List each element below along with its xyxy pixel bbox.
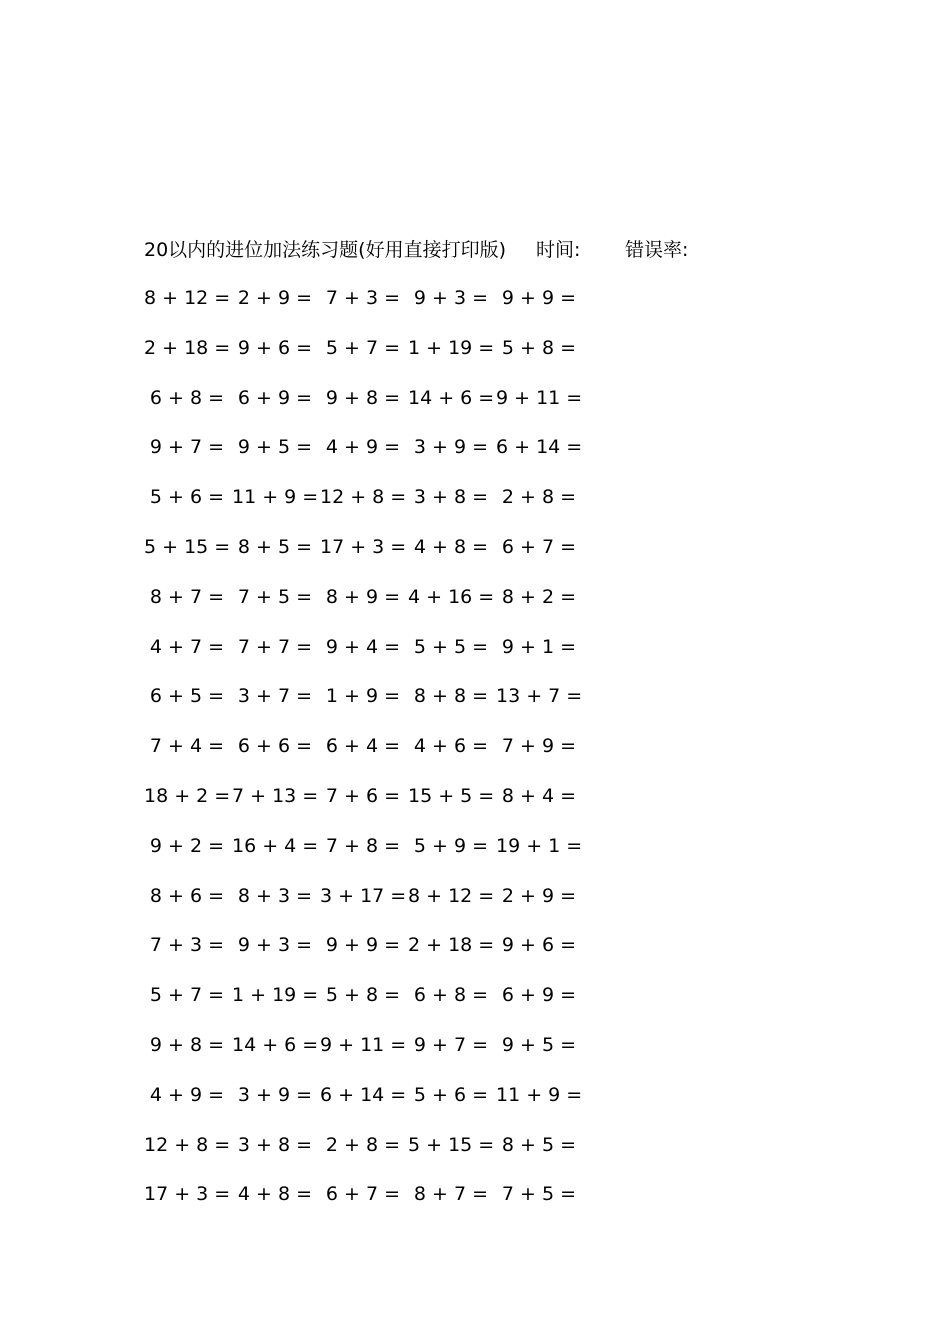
- problem-text: 4 + 7 =: [149, 635, 225, 658]
- problem-text: 7 + 5 =: [237, 585, 313, 608]
- problem-row: [0, 882, 950, 932]
- problem-cell: [232, 1180, 320, 1208]
- problem-cell: [496, 284, 584, 312]
- problem-cell: [144, 533, 232, 561]
- problem-text: 3 + 9 =: [237, 1083, 313, 1106]
- problem-text: 6 + 6 =: [237, 735, 313, 758]
- problem-text: 8 + 6 =: [149, 884, 225, 907]
- problem-cell: [496, 832, 584, 860]
- problem-text: 7 + 13 =: [232, 784, 319, 807]
- problem-text: 1 + 9 =: [325, 685, 401, 708]
- problem-text: 3 + 17 =: [320, 884, 407, 907]
- problem-text: 7 + 7 =: [237, 635, 313, 658]
- problem-cell: [496, 1180, 584, 1208]
- problem-text: 1 + 19 =: [232, 984, 319, 1007]
- problem-text: 8 + 7 =: [149, 585, 225, 608]
- problem-cell: [144, 1031, 232, 1059]
- problem-text: 5 + 7 =: [325, 336, 401, 359]
- problem-cell: [232, 633, 320, 661]
- problem-text: 6 + 8 =: [149, 386, 225, 409]
- problem-cell: [496, 782, 584, 810]
- problem-cell: [232, 981, 320, 1009]
- problem-cell: [232, 334, 320, 362]
- problem-cell: [408, 1031, 496, 1059]
- problem-cell: [320, 384, 408, 412]
- problem-text: 17 + 3 =: [144, 1183, 231, 1206]
- problem-row: [0, 682, 950, 732]
- problem-text: 7 + 9 =: [501, 735, 577, 758]
- problem-cell: [408, 832, 496, 860]
- problem-cell: [496, 483, 584, 511]
- problem-text: 9 + 7 =: [149, 436, 225, 459]
- problem-cell: [232, 1081, 320, 1109]
- problem-text: 11 + 9 =: [232, 486, 319, 509]
- problem-cell: [144, 782, 232, 810]
- problem-text: 9 + 5 =: [501, 1033, 577, 1056]
- problem-cell: [496, 981, 584, 1009]
- problem-text: 6 + 4 =: [325, 735, 401, 758]
- problem-text: 6 + 8 =: [413, 984, 489, 1007]
- problem-row: [0, 1031, 950, 1081]
- problem-text: 9 + 9 =: [325, 934, 401, 957]
- problem-text: 8 + 5 =: [501, 1133, 577, 1156]
- problem-cell: [232, 732, 320, 760]
- problem-text: 5 + 15 =: [144, 535, 231, 558]
- problem-text: 8 + 7 =: [413, 1183, 489, 1206]
- problem-cell: [144, 483, 232, 511]
- problem-row: [0, 832, 950, 882]
- problem-text: 14 + 6 =: [408, 386, 495, 409]
- problem-text: 5 + 5 =: [413, 635, 489, 658]
- problem-row: [0, 334, 950, 384]
- problem-text: 9 + 8 =: [325, 386, 401, 409]
- problem-cell: [144, 682, 232, 710]
- problem-text: 15 + 5 =: [408, 784, 495, 807]
- problem-cell: [144, 1131, 232, 1159]
- problem-text: 5 + 6 =: [149, 486, 225, 509]
- problem-text: 6 + 9 =: [501, 984, 577, 1007]
- problem-text: 9 + 3 =: [413, 287, 489, 309]
- problem-cell: [408, 633, 496, 661]
- problem-text: 9 + 7 =: [413, 1033, 489, 1056]
- problem-cell: [320, 284, 408, 312]
- problem-cell: [232, 384, 320, 412]
- problem-text: 2 + 9 =: [501, 884, 577, 907]
- problem-cell: [144, 1081, 232, 1109]
- problem-text: 5 + 7 =: [149, 984, 225, 1007]
- problem-cell: [496, 732, 584, 760]
- problem-text: 9 + 11 =: [496, 386, 583, 409]
- problem-text: 6 + 7 =: [501, 535, 577, 558]
- problem-cell: [496, 931, 584, 959]
- problem-cell: [320, 483, 408, 511]
- problem-text: 4 + 8 =: [413, 535, 489, 558]
- problem-text: 4 + 9 =: [325, 436, 401, 459]
- problem-cell: [320, 533, 408, 561]
- problem-cell: [144, 882, 232, 910]
- problem-cell: [320, 931, 408, 959]
- problem-cell: [144, 284, 232, 312]
- problem-text: 6 + 9 =: [237, 386, 313, 409]
- problem-cell: [320, 433, 408, 461]
- problem-text: 12 + 8 =: [320, 486, 407, 509]
- problem-text: 19 + 1 =: [496, 834, 583, 857]
- problem-cell: [496, 334, 584, 362]
- problem-cell: [408, 931, 496, 959]
- problem-text: 2 + 8 =: [501, 486, 577, 509]
- problem-text: 4 + 6 =: [413, 735, 489, 758]
- problem-row: [0, 483, 950, 533]
- problem-text: 5 + 15 =: [408, 1133, 495, 1156]
- problem-text: 9 + 5 =: [237, 436, 313, 459]
- problem-cell: [232, 782, 320, 810]
- problem-text: 6 + 14 =: [320, 1083, 407, 1106]
- problem-cell: [144, 583, 232, 611]
- problem-text: 9 + 1 =: [501, 635, 577, 658]
- problem-row: [0, 384, 950, 434]
- problem-text: 7 + 5 =: [501, 1183, 577, 1206]
- problem-text: 8 + 12 =: [144, 287, 231, 309]
- problem-cell: [496, 1131, 584, 1159]
- problem-cell: [232, 832, 320, 860]
- problem-text: 6 + 14 =: [496, 436, 583, 459]
- problem-cell: [320, 1180, 408, 1208]
- problem-cell: [408, 782, 496, 810]
- problem-cell: [408, 1081, 496, 1109]
- problem-text: 5 + 8 =: [325, 984, 401, 1007]
- problem-cell: [496, 1031, 584, 1059]
- problem-cell: [320, 732, 408, 760]
- problem-row: [0, 433, 950, 483]
- problem-text: 9 + 3 =: [237, 934, 313, 957]
- problem-text: 4 + 8 =: [237, 1183, 313, 1206]
- problem-cell: [320, 981, 408, 1009]
- problem-row: [0, 533, 950, 583]
- problem-cell: [232, 1131, 320, 1159]
- problem-cell: [144, 633, 232, 661]
- problem-cell: [408, 732, 496, 760]
- problem-cell: [144, 981, 232, 1009]
- problem-cell: [408, 334, 496, 362]
- problem-cell: [496, 583, 584, 611]
- problem-text: 9 + 4 =: [325, 635, 401, 658]
- problem-cell: [144, 384, 232, 412]
- problem-cell: [408, 981, 496, 1009]
- problem-text: 9 + 6 =: [501, 934, 577, 957]
- problem-text: 14 + 6 =: [232, 1033, 319, 1056]
- problem-text: 2 + 9 =: [237, 287, 313, 309]
- problem-text: 12 + 8 =: [144, 1133, 231, 1156]
- problem-cell: [320, 782, 408, 810]
- problem-cell: [408, 882, 496, 910]
- problem-text: 18 + 2 =: [144, 784, 231, 807]
- time-label: 时间:: [536, 239, 581, 261]
- problem-text: 9 + 9 =: [501, 287, 577, 309]
- problem-row: [0, 1180, 950, 1230]
- problem-text: 3 + 8 =: [237, 1133, 313, 1156]
- problem-cell: [496, 1081, 584, 1109]
- problem-text: 8 + 12 =: [408, 884, 495, 907]
- worksheet-header: [0, 236, 950, 264]
- problem-text: 6 + 5 =: [149, 685, 225, 708]
- problem-text: 8 + 8 =: [413, 685, 489, 708]
- problem-cell: [232, 1031, 320, 1059]
- problem-cell: [232, 533, 320, 561]
- problem-cell: [320, 1031, 408, 1059]
- problem-grid: [0, 284, 950, 1230]
- problem-cell: [496, 633, 584, 661]
- problem-cell: [320, 1081, 408, 1109]
- problem-cell: [496, 682, 584, 710]
- problem-cell: [320, 633, 408, 661]
- problem-cell: [496, 882, 584, 910]
- problem-cell: [144, 1180, 232, 1208]
- problem-cell: [232, 483, 320, 511]
- problem-text: 9 + 8 =: [149, 1033, 225, 1056]
- problem-text: 2 + 8 =: [325, 1133, 401, 1156]
- problem-row: [0, 981, 950, 1031]
- problem-row: [0, 633, 950, 683]
- problem-cell: [408, 533, 496, 561]
- problem-row: [0, 732, 950, 782]
- problem-text: 1 + 19 =: [408, 336, 495, 359]
- problem-text: 9 + 6 =: [237, 336, 313, 359]
- problem-text: 8 + 9 =: [325, 585, 401, 608]
- problem-text: 13 + 7 =: [496, 685, 583, 708]
- error-rate-label: 错误率:: [625, 239, 689, 261]
- problem-cell: [144, 334, 232, 362]
- problem-text: 7 + 3 =: [149, 934, 225, 957]
- problem-text: 8 + 2 =: [501, 585, 577, 608]
- problem-text: 7 + 6 =: [325, 784, 401, 807]
- problem-cell: [408, 384, 496, 412]
- problem-cell: [320, 334, 408, 362]
- problem-cell: [408, 284, 496, 312]
- problem-text: 3 + 9 =: [413, 436, 489, 459]
- problem-cell: [144, 433, 232, 461]
- problem-text: 7 + 3 =: [325, 287, 401, 309]
- problem-row: [0, 583, 950, 633]
- problem-text: 11 + 9 =: [496, 1083, 583, 1106]
- problem-cell: [144, 732, 232, 760]
- problem-text: 16 + 4 =: [232, 834, 319, 857]
- problem-text: 2 + 18 =: [408, 934, 495, 957]
- problem-text: 4 + 16 =: [408, 585, 495, 608]
- problem-cell: [496, 433, 584, 461]
- problem-cell: [408, 1131, 496, 1159]
- problem-text: 8 + 5 =: [237, 535, 313, 558]
- problem-cell: [408, 1180, 496, 1208]
- problem-cell: [320, 682, 408, 710]
- problem-cell: [232, 284, 320, 312]
- problem-cell: [320, 832, 408, 860]
- problem-row: [0, 782, 950, 832]
- problem-row: [0, 1131, 950, 1181]
- problem-text: 5 + 8 =: [501, 336, 577, 359]
- problem-cell: [232, 682, 320, 710]
- problem-text: 17 + 3 =: [320, 535, 407, 558]
- problem-text: 5 + 6 =: [413, 1083, 489, 1106]
- problem-cell: [408, 682, 496, 710]
- worksheet-title: 20以内的进位加法练习题(好用直接打印版): [144, 239, 507, 261]
- problem-text: 3 + 7 =: [237, 685, 313, 708]
- problem-cell: [232, 882, 320, 910]
- problem-cell: [320, 583, 408, 611]
- problem-cell: [408, 433, 496, 461]
- problem-cell: [496, 533, 584, 561]
- problem-cell: [144, 931, 232, 959]
- problem-text: 7 + 8 =: [325, 834, 401, 857]
- problem-text: 9 + 2 =: [149, 834, 225, 857]
- problem-cell: [232, 583, 320, 611]
- problem-cell: [232, 931, 320, 959]
- problem-row: [0, 284, 950, 334]
- problem-text: 9 + 11 =: [320, 1033, 407, 1056]
- problem-text: 5 + 9 =: [413, 834, 489, 857]
- problem-text: 3 + 8 =: [413, 486, 489, 509]
- problem-text: 7 + 4 =: [149, 735, 225, 758]
- problem-cell: [144, 832, 232, 860]
- problem-cell: [232, 433, 320, 461]
- problem-row: [0, 1081, 950, 1131]
- problem-cell: [320, 1131, 408, 1159]
- problem-text: 8 + 4 =: [501, 784, 577, 807]
- problem-cell: [408, 583, 496, 611]
- problem-text: 6 + 7 =: [325, 1183, 401, 1206]
- problem-text: 4 + 9 =: [149, 1083, 225, 1106]
- problem-cell: [496, 384, 584, 412]
- problem-row: [0, 931, 950, 981]
- problem-text: 8 + 3 =: [237, 884, 313, 907]
- problem-cell: [408, 483, 496, 511]
- problem-cell: [320, 882, 408, 910]
- problem-text: 2 + 18 =: [144, 336, 231, 359]
